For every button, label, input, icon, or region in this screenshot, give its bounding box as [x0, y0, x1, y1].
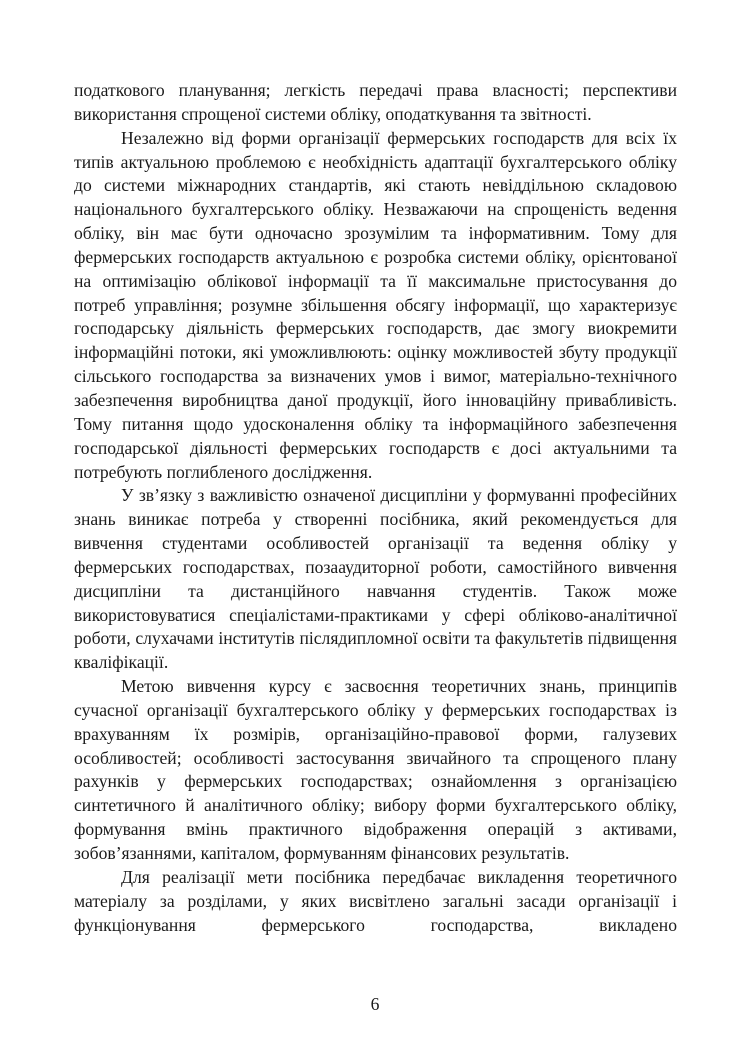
paragraph-5: Для реалізації мети посібника передбачає викладення теоретичного матеріалу за розділами, у яких висвітлено загальні засади організації і функціонування фермерського господарства, викладено	[74, 866, 677, 935]
paragraph-2: Незалежно від форми організації фермерських господарств для всіх їх типів актуальною проблемою є необхідність адаптації бухгалтерського обліку до системи міжнародних стандартів, які стають невіддільною складовою національного бухгалтерського обліку. Незважаючи на спрощеність ведення обліку, він має бути одночасно зрозумілим та інформативним. Тому для фермерських господарств актуальною є розробка системи обліку, орієнтованої на оптимізацію облікової інформації та її максимальне пристосування до потреб управління; розумне збільшення обсягу інформації, що характеризує господарську діяльність фермерських господарств, дає змогу виокремити інформаційні потоки, які уможливлюють: оцінку можливостей збуту продукції сільського господарства за визначених умов і вимог, матеріально-технічного забезпечення виробництва даної продукції, його інноваційну привабливість. Тому питання щодо удосконалення обліку та інформаційного забезпечення господарської діяльності фермерських господарств є досі актуальними та потребують поглибленого дослідження.	[74, 127, 677, 482]
paragraph-4: Метою вивчення курсу є засвоєння теоретичних знань, принципів сучасної організації бухгалтерського обліку у фермерських господарствах із врахуванням їх розмірів, організаційно-правової форми, галузевих особливостей; особливості застосування звичайного та спрощеного плану рахунків у фермерських господарствах; ознайомлення з організацією синтетичного й аналітичного обліку; вибору форми бухгалтерського обліку, формування вмінь практичного відображення операцій з активами, зобов’язаннями, капіталом, формуванням фінансових результатів.	[74, 676, 677, 863]
page-number: 6	[370, 994, 380, 1014]
paragraph-3: У зв’язку з важливістю означеної дисципліни у формуванні професійних знань виникає потреба у створенні посібника, який рекомендується для вивчення студентами особливостей організації та ведення обліку у фермерських господарствах, позааудиторної роботи, самостійного вивчення дисципліни та дистанційного навчання студентів. Також може використовуватися спеціалістами-практиками у сфері обліково-аналітичної роботи, слухачами інститутів післядипломної освіти та факультетів підвищення кваліфікації.	[74, 485, 677, 673]
body-text	[74, 79, 677, 937]
paragraph-1: податкового планування; легкість передачі права власності; перспективи використання спрощеної системи обліку, оподаткування та звітності.	[74, 80, 677, 124]
